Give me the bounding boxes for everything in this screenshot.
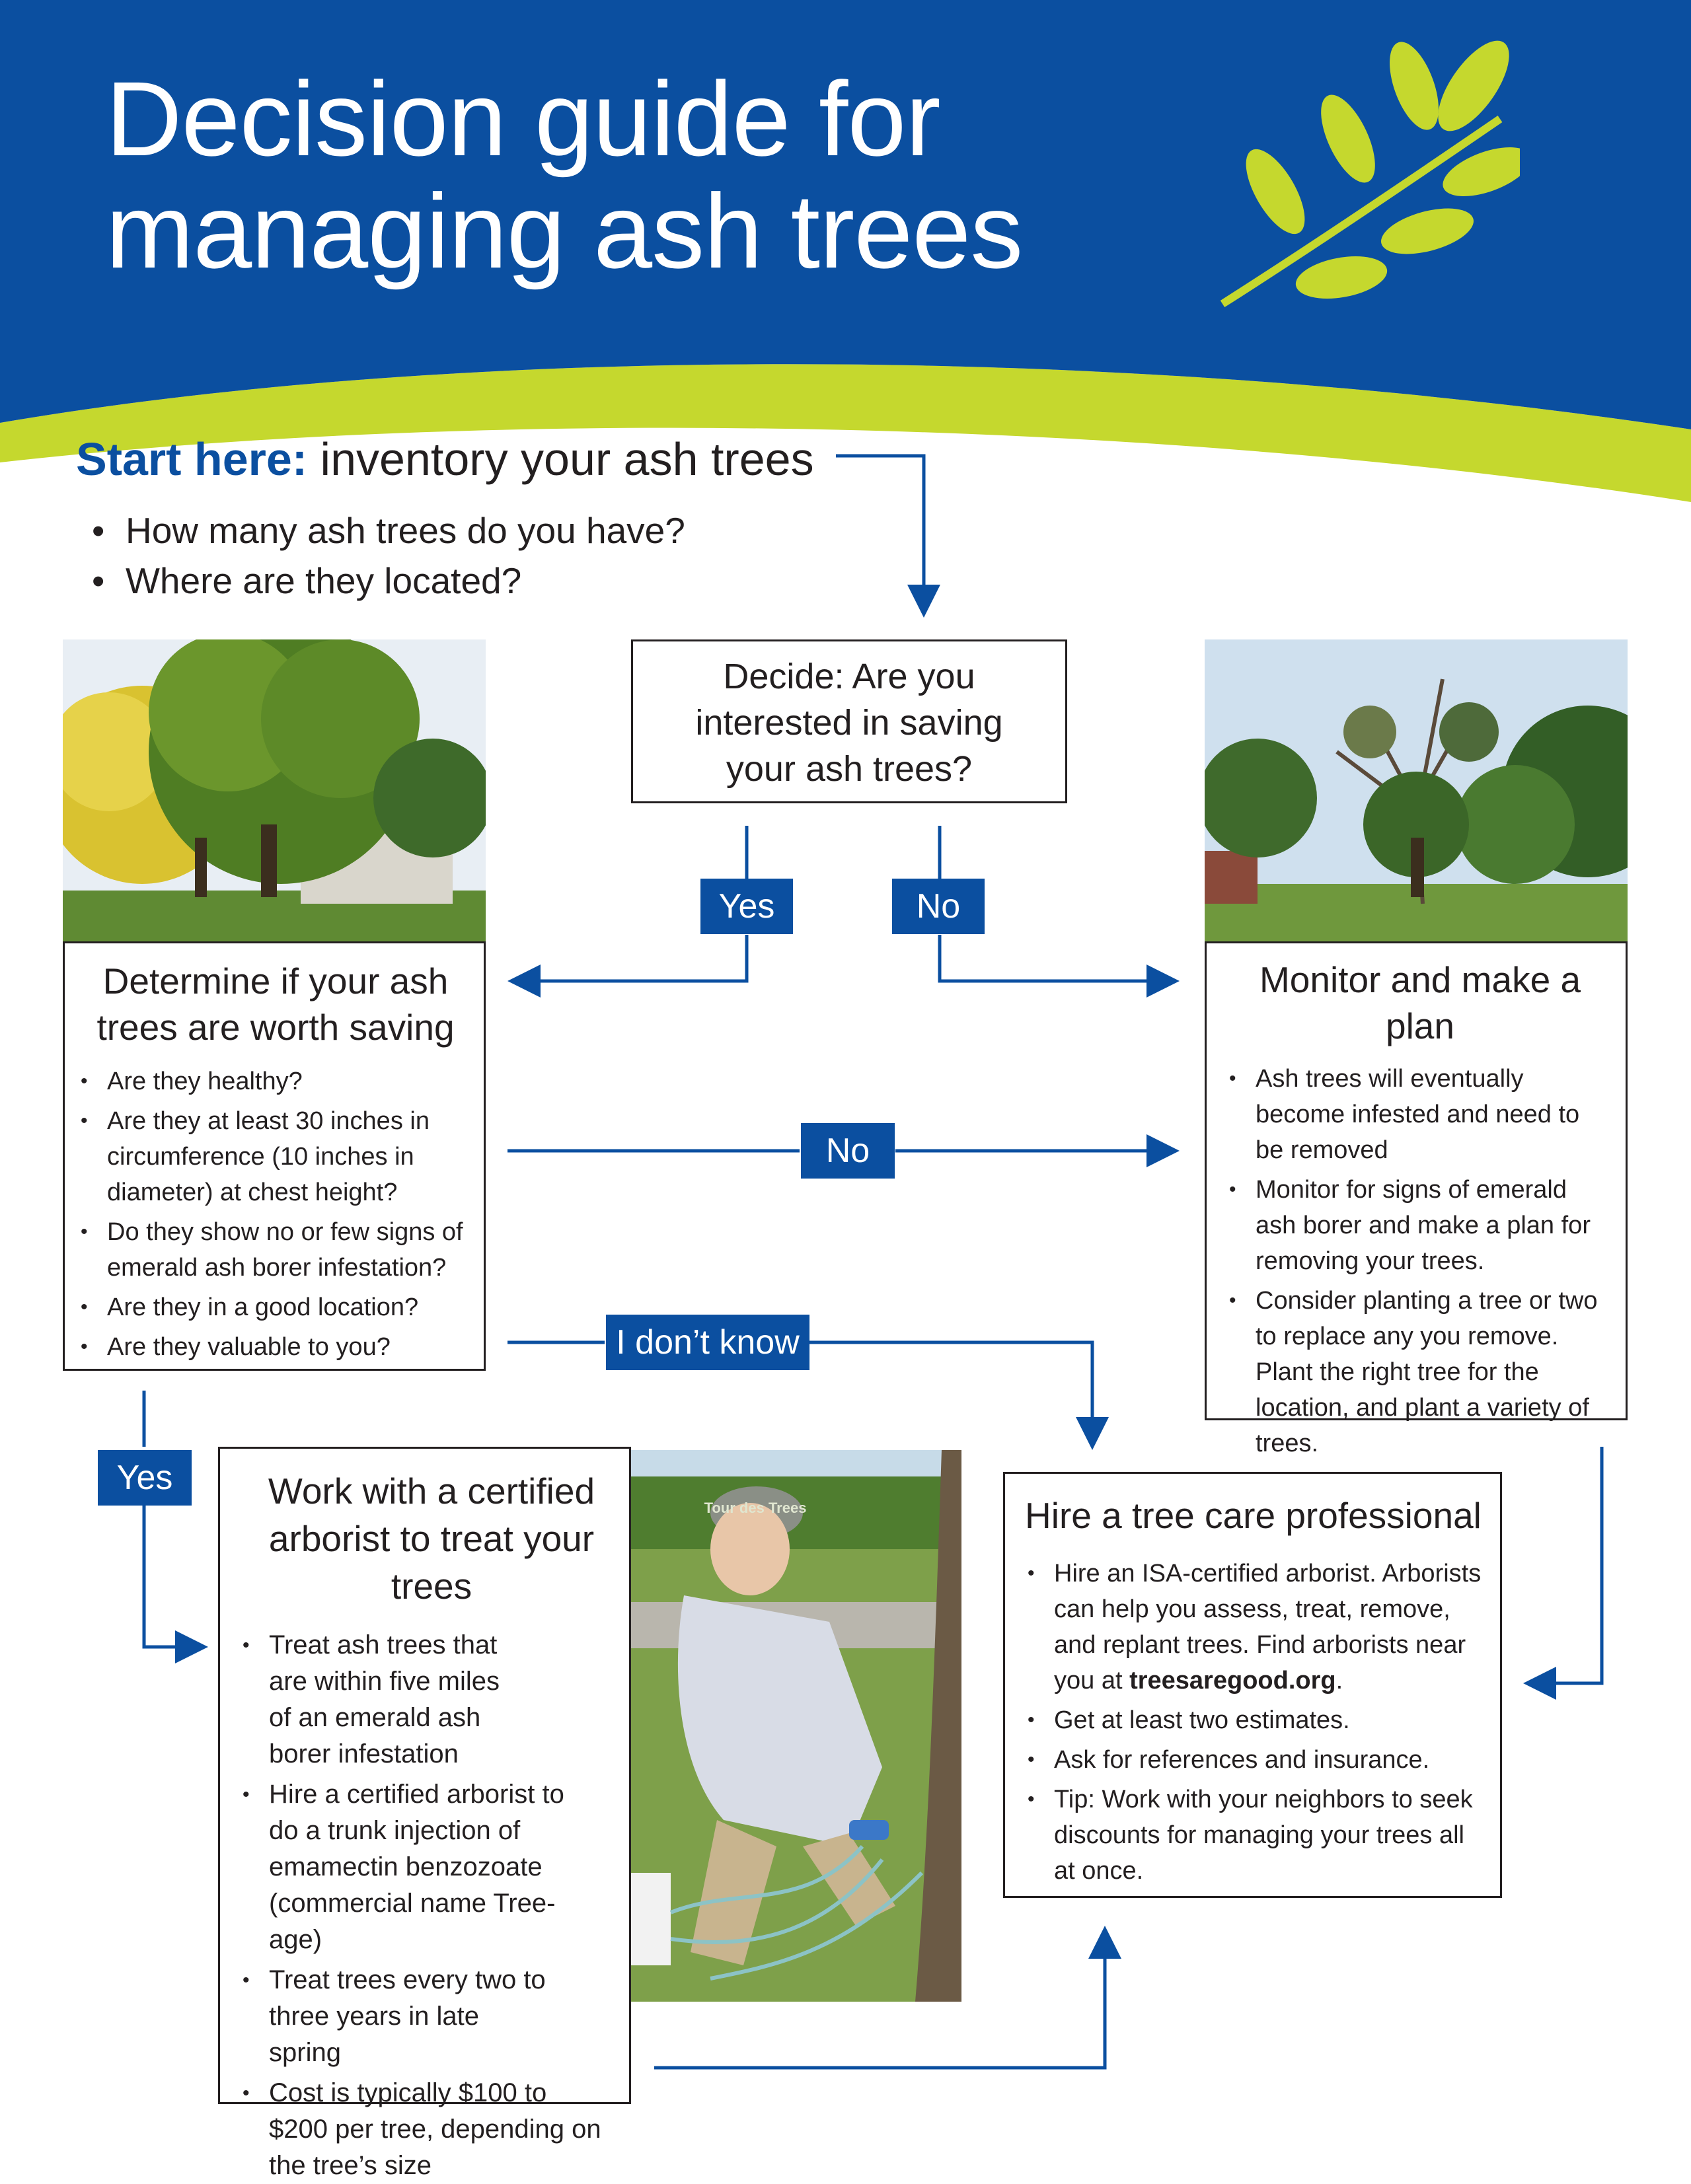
no-arrow	[940, 935, 1173, 981]
infested-ash-tree-photo	[1205, 639, 1628, 943]
start-bullet: • Where are they located?	[89, 556, 685, 606]
determine-bullet: • Are they healthy?	[78, 1064, 473, 1099]
pro-title: Hire a tree care professional	[1025, 1495, 1482, 1536]
healthy-ash-tree-photo	[63, 639, 486, 943]
no-label-mid: No	[801, 1123, 895, 1179]
cap-logo-text: Tour des Trees	[704, 1500, 807, 1516]
arborist-bullet: • Hire a certified arborist to do a trunk injection of emamectin benzozoate (commercial name Tree-age)	[240, 1776, 610, 1958]
pro-bullets	[1025, 1556, 1487, 1889]
arborist-bullet: • Cost is typically $100 to $200 per tree, depending on the tree’s size	[240, 2075, 610, 2184]
monitor-bullet: • Consider planting a tree or two to replace any you remove. Plant the right tree for the location, and plant a variety of trees.	[1226, 1283, 1614, 1461]
pro-bullet: • Ask for references and insurance.	[1025, 1742, 1487, 1778]
dont-know-label: I don’t know	[606, 1315, 809, 1370]
determine-bullet: • Are they in a good location?	[78, 1290, 473, 1325]
determine-title: Determine if your ash trees are worth saving	[96, 961, 455, 1048]
no-label-top: No	[892, 879, 985, 934]
pro-bullet	[1025, 1556, 1487, 1698]
pro-bullet: • Tip: Work with your neighbors to seek discounts for managing your trees all at once.	[1025, 1782, 1487, 1889]
pro-bullet-text: Hire an ISA-certified arborist. Arborists can help you assess, treat, remove, and replant trees. Find arborists near you at	[1054, 1560, 1482, 1694]
monitor-to-pro-arrow	[1530, 1447, 1602, 1683]
start-arrow	[836, 456, 924, 611]
title-line-1: Decision guide for	[106, 59, 940, 178]
arborist-treatment-photo	[631, 1450, 961, 2002]
pro-bullet-period: .	[1335, 1667, 1343, 1694]
dont-know-arrow	[809, 1342, 1092, 1443]
determine-bullets	[78, 1064, 473, 1365]
yes-label-top: Yes	[700, 879, 793, 934]
monitor-bullet: • Monitor for signs of emerald ash borer and make a plan for removing your trees.	[1226, 1172, 1614, 1279]
arborist-bullet: • Treat ash trees that are within five miles of an emerald ash borer infestation	[240, 1627, 610, 1772]
decide-box	[631, 639, 1067, 803]
determine-bullet: • Do they show no or few signs of emerald ash borer infestation?	[78, 1214, 473, 1286]
monitor-title: Monitor and make a plan	[1259, 959, 1581, 1046]
decide-text: Decide: Are you interested in saving your ash trees?	[695, 657, 1003, 789]
determine-bullet: • Are they valuable to you?	[78, 1329, 473, 1365]
pro-bullet: • Get at least two estimates.	[1025, 1702, 1487, 1738]
treesaregood-link[interactable]: treesaregood.org	[1129, 1667, 1336, 1694]
title-line-2: managing ash trees	[106, 172, 1023, 290]
arborist-bullets	[240, 1627, 610, 2184]
arborist-box	[218, 1447, 631, 2180]
start-lead: Start here:	[76, 433, 308, 485]
determine-bullet: • Are they at least 30 inches in circumference (10 inches in diameter) at chest height?	[78, 1103, 473, 1210]
monitor-bullets	[1226, 1061, 1614, 1461]
arborist-bullet: • Treat trees every two to three years in late spring	[240, 1962, 610, 2071]
start-rest: inventory your ash trees	[307, 433, 814, 485]
arborist-title: Work with a certified arborist to treat your trees	[268, 1471, 595, 1607]
monitor-bullet: • Ash trees will eventually become infested and need to be removed	[1226, 1061, 1614, 1168]
tree-care-pro-box	[1003, 1472, 1502, 1898]
yes-arrow	[514, 935, 747, 981]
yes-bottom-arrow	[144, 1502, 202, 1647]
monitor-box	[1205, 941, 1628, 1457]
yes-label-bottom: Yes	[98, 1450, 192, 1506]
determine-box	[63, 941, 486, 1371]
start-bullet: • How many ash trees do you have?	[89, 505, 685, 556]
